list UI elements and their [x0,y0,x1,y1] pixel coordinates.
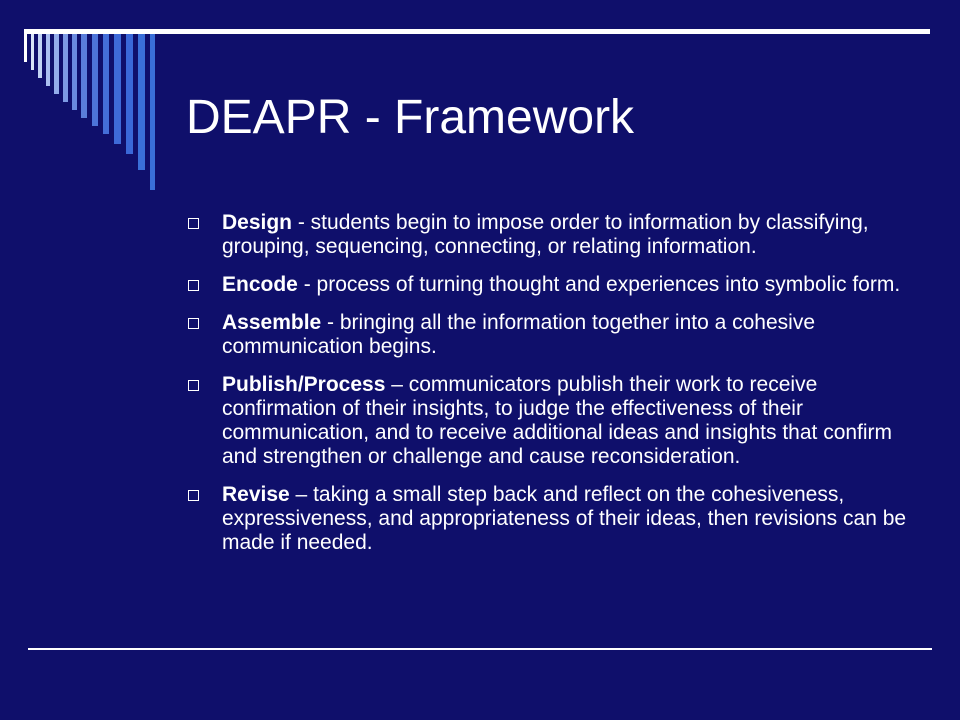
slide-title: DEAPR - Framework [186,91,635,144]
bullet-text: – taking a small step back and reflect on the cohesiveness, expressiveness, and appropriateness of their ideas, then revisions can be made if needed. [222,483,907,554]
bullet-text: - process of turning thought and experiences into symbolic form. [297,273,901,296]
bullet-item-publish-process [188,373,908,469]
stripe [54,34,59,94]
stripe [63,34,68,102]
stripe [103,34,109,134]
bullet-item-design [188,211,908,259]
stripe [81,34,87,118]
square-bullet-icon [188,490,199,501]
stripe [150,34,155,190]
square-bullet-icon [188,318,199,329]
stripe [38,34,42,78]
stripe [24,34,27,62]
bullet-term: Assemble [222,311,322,334]
bottom-rule [28,648,932,650]
stripe [72,34,77,110]
bullet-text: - students begin to impose order to information by classifying, grouping, sequencing, connecting, or relating information. [222,211,869,258]
stripe [114,34,121,144]
bullet-term: Revise [222,483,290,506]
bullet-item-encode [188,273,908,297]
square-bullet-icon [188,380,199,391]
bullet-term: Design [222,211,293,234]
square-bullet-icon [188,218,199,229]
bullet-list [188,211,908,569]
bullet-item-assemble [188,311,908,359]
decorative-stripes [0,0,160,200]
bullet-term: Publish/Process [222,373,386,396]
bullet-text: - bringing all the information together into a cohesive communication begins. [222,311,816,358]
stripe [138,34,145,170]
bullet-text: – communicators publish their work to receive confirmation of their insights, to judge the effectiveness of their communication, and to receive additional ideas and insights that confirm and strengthen or challenge and cause reconsideration. [222,373,893,468]
square-bullet-icon [188,280,199,291]
stripe [31,34,34,70]
stripe [46,34,50,86]
stripe [92,34,98,126]
bullet-term: Encode [222,273,298,296]
stripe [126,34,133,154]
bullet-item-revise [188,483,908,555]
